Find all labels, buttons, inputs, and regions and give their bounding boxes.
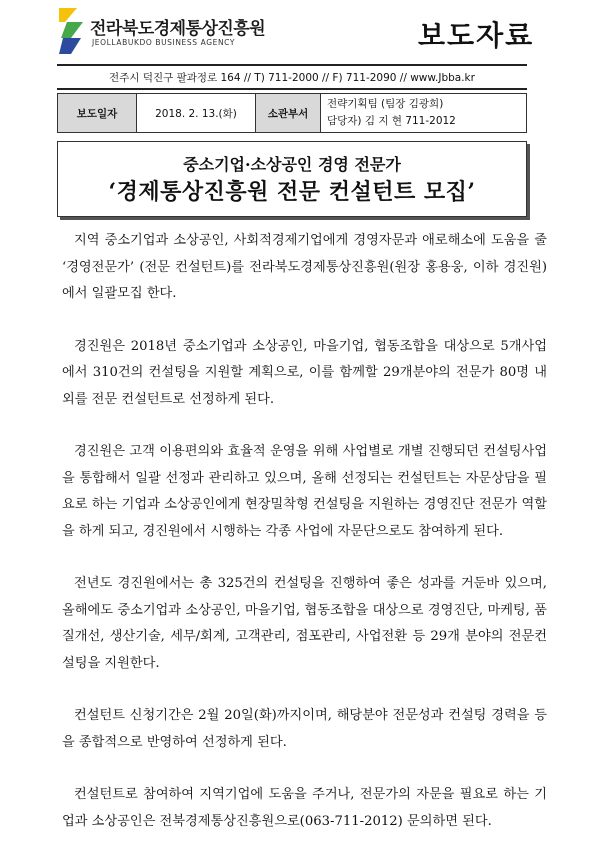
agency-logo-icon bbox=[57, 6, 85, 56]
release-date-value: 2018. 2. 13.(화) bbox=[137, 94, 256, 133]
release-subtitle: 중소기업·소상공인 경영 전문가 bbox=[183, 155, 401, 174]
department-contact bbox=[321, 94, 527, 133]
body-paragraph: 경진원은 2018년 중소기업과 소상공인, 마을기업, 협동조합을 대상으로 5개사업에서 310건의 컨설팅을 지원할 계획으로, 이를 함께할 29개분야의 전문가 80명 내외를 전문 컨설턴트로 선정하게 된다. bbox=[62, 338, 547, 407]
address-bar bbox=[57, 64, 527, 90]
body-paragraph: 컨설턴트로 참여하여 지역기업에 도움을 주거나, 전문가의 자문을 필요로 하는 기업과 소상공인은 전북경제통상진흥원으로(063-711-2012) 문의하면 된다. bbox=[62, 787, 547, 829]
release-title: ‘경제통상진흥원 전문 컨설턴트 모집’ bbox=[108, 179, 476, 205]
organization-name: 전라북도경제통상진흥원 bbox=[90, 19, 266, 39]
release-date-label: 보도일자 bbox=[58, 94, 137, 133]
department-team: 전략기획팀 (팀장 김광희) bbox=[327, 98, 444, 110]
body-paragraph: 지역 중소기업과 소상공인, 사회적경제기업에게 경영자문과 애로해소에 도움을 줄 ‘경영전문가’ (전문 컨설턴트)를 전라북도경제통상진흥원(원장 홍용웅, 이하 경진원)에서 일괄모집 한다. bbox=[62, 233, 547, 301]
department-label: 소관부서 bbox=[256, 94, 321, 133]
title-box bbox=[57, 141, 527, 217]
body-paragraph: 경진원은 고객 이용편의와 효율적 운영을 위해 사업별로 개별 진행되던 컨설팅사업을 통합해서 일괄 선정과 관리하고 있으며, 올해 선정되는 컨설턴트는 자문상담을 필요로 하는 기업과 소상공인에게 현장밀착형 컨설팅을 지원하는 경영진단 전문가 역할을 하게 되고, 경진원에서 시행하는 각종 사업에 자문단으로도 참여하게 된다. bbox=[62, 444, 547, 539]
document-type-heading: 보도자료 bbox=[418, 19, 535, 52]
department-contact-person: 담당자) 김 지 현 711-2012 bbox=[327, 115, 456, 127]
body-paragraph: 전년도 경진원에서는 총 325건의 컨설팅을 진행하여 좋은 성과를 거둔바 있으며, 올해에도 중소기업과 소상공인, 마을기업, 협동조합을 대상으로 경영진단, 마케팅, 품질개선, 생산기술, 세무/회계, 고객관리, 점포관리, 사업전환 등 29개 분야의 전문컨설팅을 지원한다. bbox=[62, 576, 547, 671]
address-text: 전주시 덕진구 팔과정로 164 // T) 711-2000 // F) 711-2090 // www.Jbba.kr bbox=[109, 72, 475, 84]
release-body bbox=[62, 228, 547, 861]
organization-name-english: JEOLLABUKDO BUSINESS AGENCY bbox=[92, 38, 236, 47]
body-paragraph: 컨설턴트 신청기간은 2월 20일(화)까지이며, 해당분야 전문성과 컨설팅 경력을 등을 종합적으로 반영하여 선정하게 된다. bbox=[62, 708, 547, 750]
release-info-table bbox=[57, 93, 527, 133]
